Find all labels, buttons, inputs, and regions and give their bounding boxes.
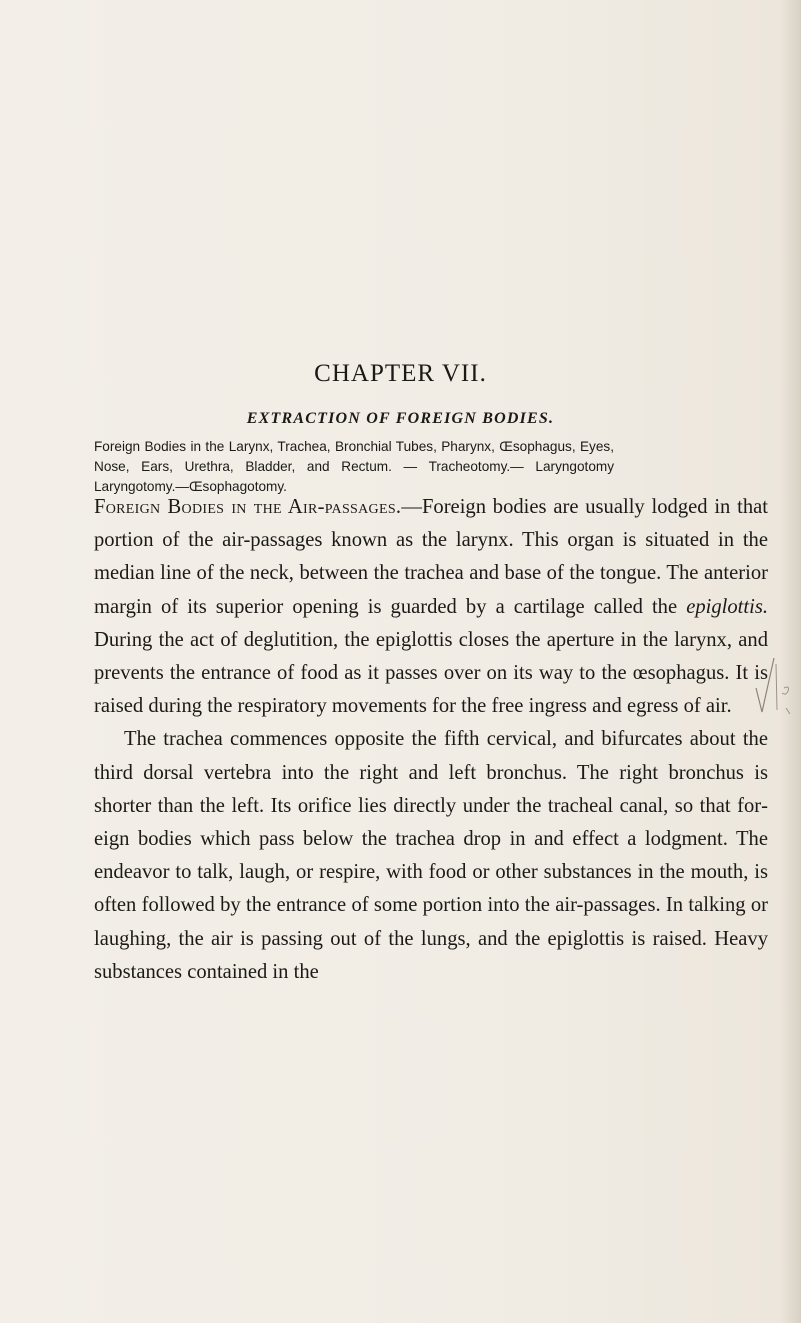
chapter-synopsis: Foreign Bodies in the Larynx, Trachea, Bronchial Tubes, Pharynx, Œsophagus, Eyes, Nose, Ears, Urethra, Bladder, and Rectum. — Tracheotomy.— Laryngotomy Laryngotomy.—Œsophagotomy. (94, 439, 614, 494)
paragraph-1-text-b: During the act of deglutition, the epiglottis closes the aperture in the larynx, and prevents the entrance of food as it passes over on its way to the œsophagus. It is raised during the respiratory movements for the free ingress and egress of air. (94, 628, 768, 718)
section-lead: Foreign Bodies in the Air-passages. (94, 496, 402, 518)
paragraph-1 (94, 491, 768, 723)
paragraph-2: The trachea commences opposite the fifth cervical, and bifurcates about the third dorsal vertebra into the right and left bronchus. The right bronchus is shorter than the left. Its orifice lies directly under the tracheal canal, so that foreign bodies which pass below the trachea drop in and effect a lodgment. The endeavor to talk, laugh, or respire, with food or other substances in the mouth, is often followed by the entrance of some portion into the air-passages. In talking or laughing, the air is passing out of the lungs, and the epiglottis is raised. Heavy substances contained in the (94, 728, 768, 983)
margin-pencil-mark (750, 650, 795, 725)
paragraph-1-italic: epiglottis. (686, 595, 768, 618)
body-text (94, 491, 768, 989)
paragraph-1-text-a: —Foreign bodies are usually lodged in that portion of the air-passages known as the larynx. This organ is situated in the median line of the neck, between the trachea and base of the tongue. The anterior margin of its superior opening is guarded by a cartilage called the (94, 496, 768, 618)
chapter-heading: CHAPTER VII. (314, 360, 487, 387)
chapter-title: EXTRACTION OF FOREIGN BODIES. (246, 410, 555, 427)
